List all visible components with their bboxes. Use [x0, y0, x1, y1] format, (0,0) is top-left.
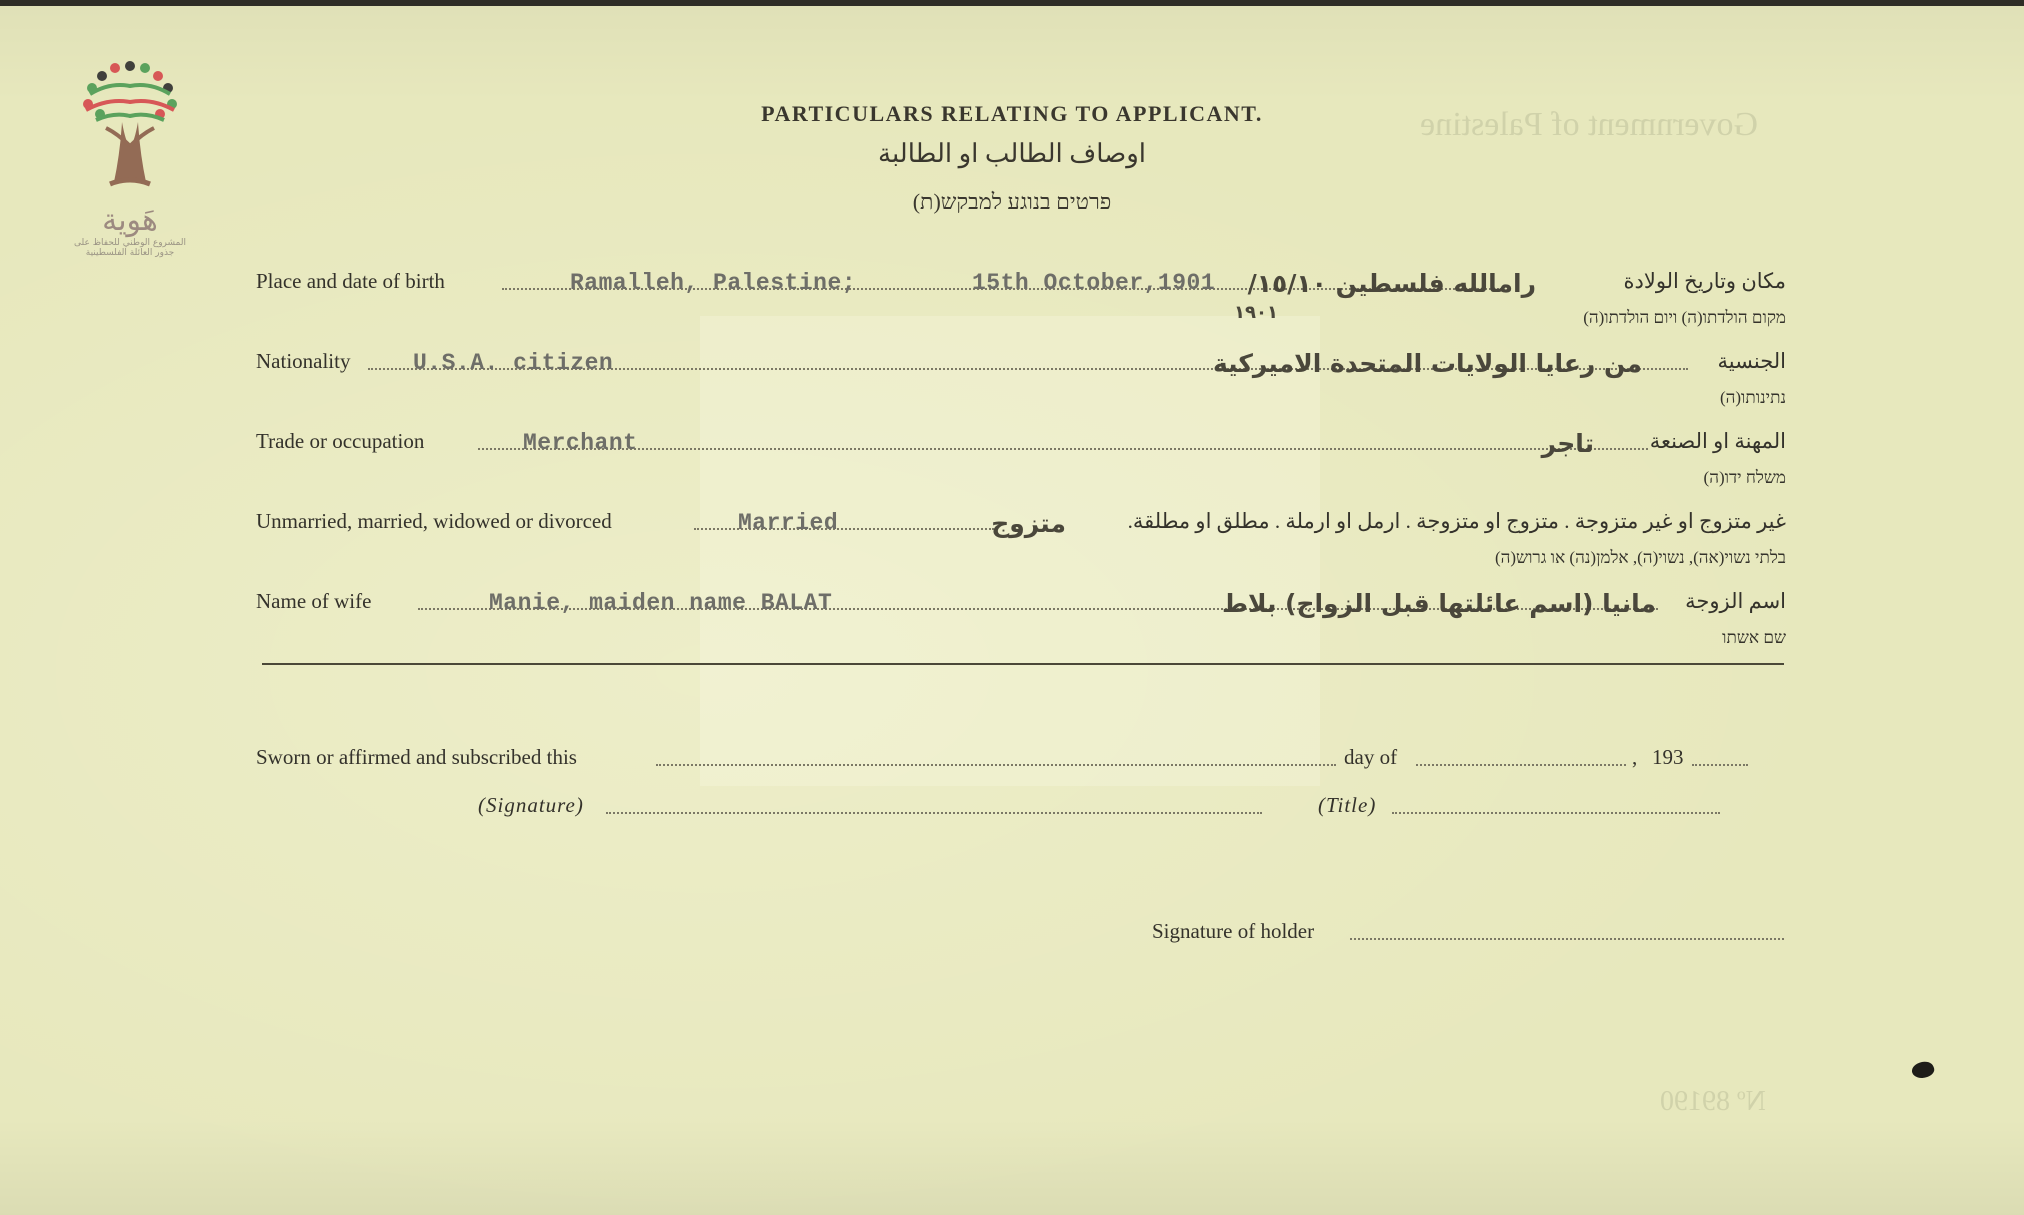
- field-row-nationality: [256, 344, 1786, 407]
- occupation-hebrew-label: משלח ידו(ה): [1703, 468, 1786, 487]
- wife-arabic-label: اسم الزوجة: [1685, 589, 1786, 613]
- wife-value: Manie, maiden name BALAT: [489, 590, 833, 616]
- sworn-day-dotted-line: [656, 764, 1336, 766]
- birth-label: Place and date of birth: [256, 269, 445, 293]
- birth-arabic-value: رامالله فلسطين ١٥/١٠/: [1247, 269, 1536, 298]
- sworn-label: Sworn or affirmed and subscribed this: [256, 745, 577, 769]
- wife-hebrew-label: שם אשתו: [1722, 628, 1786, 647]
- nationality-arabic-label: الجنسية: [1717, 349, 1786, 373]
- birth-hebrew-label: מקום הולדתו(ה) ויום הולדתו(ה): [1583, 308, 1786, 327]
- nationality-value: U.S.A. citizen: [413, 350, 614, 376]
- day-of-label: day of: [1344, 745, 1398, 769]
- title-dotted-line: [1392, 812, 1720, 814]
- nationality-hebrew-label: נתינותו(ה): [1719, 388, 1786, 407]
- field-row-occupation: [256, 424, 1786, 487]
- birth-date-value: 15th October,1901: [972, 270, 1216, 296]
- watermark-name: هَوية: [102, 203, 158, 238]
- occupation-dotted-line: [478, 448, 1648, 450]
- title-label: (Title): [1318, 793, 1377, 817]
- holder-signature-label: Signature of holder: [1152, 919, 1315, 943]
- signature-dotted-line: [606, 812, 1262, 814]
- section-divider: [262, 663, 1784, 665]
- marital-arabic-label: غير متزوج او غير متزوجة . متزوج او متزوجة . ارمل او ارملة . مطلق او مطلقة.: [1127, 509, 1786, 533]
- occupation-label: Trade or occupation: [256, 429, 425, 453]
- ink-blot: [1910, 1059, 1936, 1082]
- signature-row: [256, 788, 1786, 824]
- year-dotted-line: [1692, 764, 1748, 766]
- bleed-through-title: Government of Palestine: [1420, 106, 1759, 143]
- header-english: PARTICULARS RELATING TO APPLICANT.: [761, 101, 1263, 126]
- field-row-wife: [256, 584, 1786, 647]
- watermark-line-1: المشروع الوطني للحفاظ على: [73, 238, 186, 248]
- year-comma: ,: [1632, 745, 1638, 769]
- bleed-through-panel: [700, 316, 1320, 786]
- wife-arabic-value: مانيا (اسم عائلتها قبل الزواج) بلاط: [1222, 589, 1656, 618]
- holder-signature-dotted-line: [1350, 938, 1784, 940]
- birth-arabic-year: ١٩٠١: [1234, 302, 1278, 323]
- birth-place-value: Ramalleh, Palestine;: [570, 270, 857, 296]
- occupation-value: Merchant: [523, 430, 638, 456]
- occupation-arabic-value: تاجر: [1541, 429, 1594, 458]
- nationality-arabic-value: من رعايا الولايات المتحدة الاميركية: [1212, 349, 1642, 378]
- birth-arabic-label: مكان وتاريخ الولادة: [1623, 269, 1786, 293]
- field-row-marital: [256, 504, 1786, 567]
- year-prefix: 193: [1652, 745, 1684, 769]
- marital-hebrew-label: בלתי נשוי(אה), נשוי(ה), אלמן(נה) או גרוש(ה): [1494, 548, 1786, 567]
- oath-row: [256, 740, 1786, 776]
- watermark-line-2: جذور العائلة الفلسطينية: [85, 248, 175, 258]
- bleed-through-number: Nº 89190: [1660, 1086, 1766, 1117]
- marital-arabic-value: متزوج: [991, 509, 1066, 538]
- signature-label: (Signature): [478, 793, 584, 817]
- day-of-dotted-line: [1416, 764, 1626, 766]
- header-arabic: اوصاف الطالب او الطالبة: [878, 139, 1146, 168]
- wife-label: Name of wife: [256, 589, 372, 613]
- holder-signature-row: [256, 914, 1786, 950]
- marital-value: Married: [738, 510, 839, 536]
- occupation-arabic-label: المهنة او الصنعة: [1649, 429, 1786, 453]
- field-row-birth: [256, 264, 1786, 327]
- header-hebrew: פרטים בנוגע למבקש(ת): [912, 189, 1112, 214]
- nationality-label: Nationality: [256, 349, 351, 373]
- marital-label: Unmarried, married, widowed or divorced: [256, 509, 612, 533]
- family-tree-icon: [70, 54, 190, 204]
